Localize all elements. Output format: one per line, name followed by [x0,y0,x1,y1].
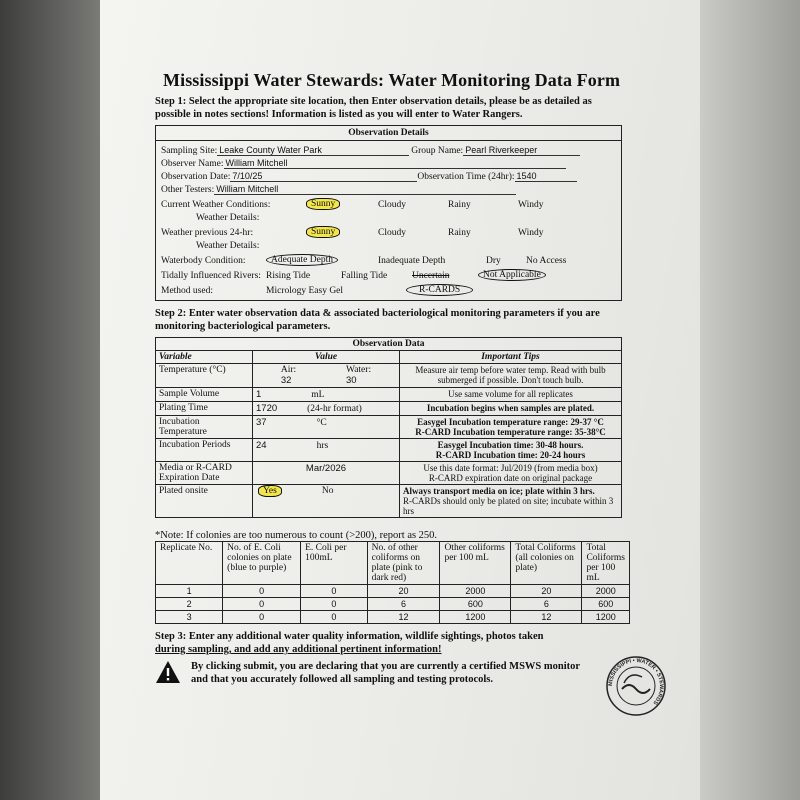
expiration-row: Media or R-CARD Expiration Date Mar/2026 Use this date format: Jul/2019 (from media box) R-CARD expiration date on original package [156,462,622,485]
plated-no-option[interactable]: No [321,486,334,496]
not-applicable-option[interactable]: Not Applicable [478,269,546,281]
sample-volume-value[interactable]: 1 [256,389,262,400]
col-tips: Important Tips [400,351,622,364]
easy-gel-option[interactable]: Micrology Easy Gel [266,286,344,296]
observation-date-field[interactable]: 7/10/25 [230,171,417,182]
previous-weather-row: Weather previous 24-hr: Sunny Cloudy Rainy Windy [161,227,544,238]
sampling-site-row: Sampling Site: Leake County Water Park Group Name: Pearl Riverkeeper [156,144,621,156]
rising-tide-option[interactable]: Rising Tide [266,271,311,281]
method-row: Method used: Micrology Easy Gel R-CARDS [156,282,621,296]
incubation-period-value[interactable]: 24 [256,440,267,451]
observation-details-box [155,125,622,301]
no-access-option[interactable]: No Access [526,256,567,266]
falling-tide-option[interactable]: Falling Tide [341,271,388,281]
step1-text: Step 1: Select the appropriate site location, then Enter observation details, please be as detailed as possible in notes sections! Information is listed as you will enter to Water Rangers. [155,96,592,120]
replicates-table: Replicate No. No. of E. Coli colonies on plate (blue to purple) E. Coli per 100mL No. of other coliforms on plate (pink to dark red) Other coliforms per 100 mL Total Coliforms (all colonies on plate) Total Coliforms per 100 mL 1 0 0 20 2000 20 2000 2 0 0 6 600 6 600 3 0 0 12 1200 12 1200 [155,541,630,624]
warning-text: By clicking submit, you are declaring that you are currently a certified MSWS monitor and that you accurately followed all sampling and testing protocols. [191,661,580,685]
tidal-row: Tidally Influenced Rivers: Rising Tide Falling Tide Uncertain Not Applicable [156,267,621,281]
certification-warning [155,660,630,686]
observation-data-table [155,337,622,518]
prev-weather-cloudy-option[interactable]: Cloudy [378,228,406,238]
form-title: Mississippi Water Stewards: Water Monitoring Data Form [163,70,621,90]
observation-time-field[interactable]: 1540 [515,171,577,182]
waterbody-row: Waterbody Condition: Adequate Depth Inadequate Depth Dry No Access [161,255,567,266]
col-value: Value [253,351,400,364]
background-right [690,0,800,800]
sample-volume-row: Sample Volume 1 mL Use same volume for all replicates [156,388,622,402]
incubation-temp-value[interactable]: 37 [256,417,267,428]
weather-cloudy-option[interactable]: Cloudy [378,200,406,210]
warning-icon [155,660,181,684]
expiration-value[interactable]: Mar/2026 [305,463,347,474]
other-testers-row: Other Testers: William Mitchell [156,183,621,195]
step2-text: Step 2: Enter water observation data & associated bacteriological monitoring parameters if you are monitoring bacteriological parameters. [155,308,600,332]
adequate-depth-option[interactable]: Adequate Depth [266,254,338,266]
msws-seal-logo [605,655,667,717]
plating-time-row: Plating Time 1720 (24-hr format) Incubation begins when samples are plated. [156,402,622,416]
observation-details-header: Observation Details [156,126,621,141]
prev-weather-windy-option[interactable]: Windy [518,228,544,238]
weather-details-row: Weather Details: [196,213,260,223]
inadequate-depth-option[interactable]: Inadequate Depth [378,256,446,266]
uncertain-option[interactable]: Uncertain [412,271,450,281]
water-temp-value[interactable]: 30 [346,375,357,386]
group-name-field[interactable]: Pearl Riverkeeper [463,145,580,156]
plated-yes-option[interactable]: Yes [258,485,282,497]
observer-row: Observer Name: William Mitchell [156,157,621,169]
prev-weather-details-row: Weather Details: [196,241,260,251]
background-left [0,0,100,800]
weather-rainy-option[interactable]: Rainy [448,200,471,210]
prev-weather-rainy-option[interactable]: Rainy [448,228,471,238]
colonies-note: *Note: If colonies are too numerous to count (>200), report as 250. [155,530,438,541]
temperature-row: Temperature (°C) Air: 32 Water: 30 Measure air temp before water temp. Read with bulb submerged if possible. Don't touch bulb. [156,364,622,388]
plated-onsite-row: Plated onsite Yes No Always transport media on ice; plate within 3 hrs. R-CARDs should only be plated on site; incubate within 3 hrs [156,485,622,518]
step3-text: Step 3: Enter any additional water quality information, wildlife sightings, photos taken during sampling, and add any additional pertinent information! [155,631,544,655]
current-weather-row: Current Weather Conditions: Sunny Cloudy Rainy Windy [161,199,544,210]
r-cards-option[interactable]: R-CARDS [406,284,473,296]
table-row: 3 0 0 12 1200 12 1200 [156,611,630,624]
air-temp-value[interactable]: 32 [280,375,292,386]
weather-sunny-option[interactable]: Sunny [306,198,340,210]
dry-option[interactable]: Dry [486,256,501,266]
incubation-period-row: Incubation Periods 24 hrs Easygel Incubation time: 30-48 hours. R-CARD Incubation time: 20-24 hours [156,439,622,462]
weather-windy-option[interactable]: Windy [518,200,544,210]
table-row: 2 0 0 6 600 6 600 [156,598,630,611]
table-row: 1 0 0 20 2000 20 2000 [156,585,630,598]
col-variable: Variable [156,351,253,364]
other-testers-field[interactable]: William Mitchell [214,184,516,195]
observation-data-header: Observation Data [156,338,622,351]
observer-name-field[interactable]: William Mitchell [224,158,566,169]
observation-date-row: Observation Date: 7/10/25 Observation Time (24hr): 1540 [156,170,621,182]
plating-time-value[interactable]: 1720 [256,403,278,414]
form-document [155,70,630,686]
sampling-site-field[interactable]: Leake County Water Park [217,145,409,156]
svg-text:MISSISSIPPI • WATER • STEWARDS: MISSISSIPPI • WATER • STEWARDS [607,657,665,706]
prev-weather-sunny-option[interactable]: Sunny [306,226,340,238]
incubation-temp-row: Incubation Temperature 37 °C Easygel Incubation temperature range: 29-37 °C R-CARD Incubation temperature range: 35-38°C [156,416,622,439]
